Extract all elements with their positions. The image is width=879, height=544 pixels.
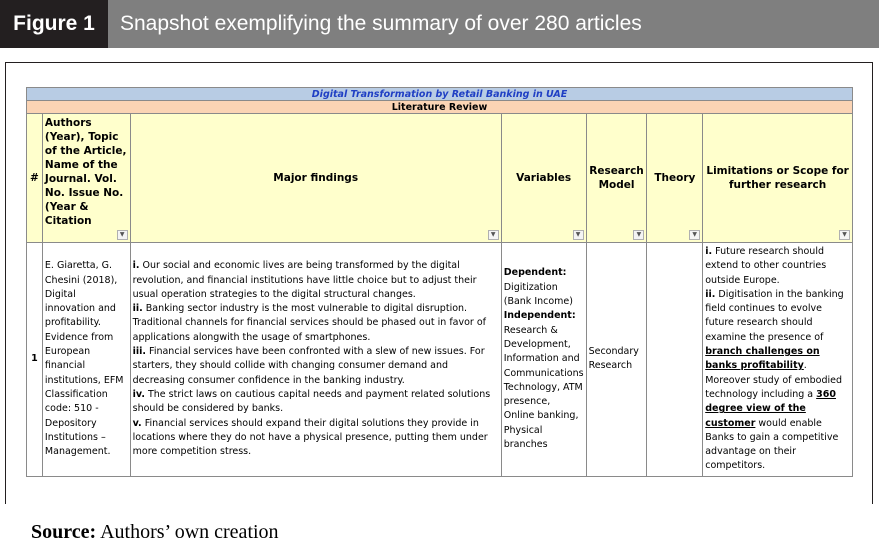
finding-text: The strict laws on cautious capital needs and payment related solutions should be considered by banks.	[132, 388, 491, 415]
header-model	[586, 114, 647, 243]
source-note	[31, 521, 279, 544]
limitation-emphasis: branch challenges on banks profitability	[705, 346, 820, 372]
finding-item	[133, 388, 499, 417]
table-title: Digital Transformation by Retail Banking in UAE	[27, 88, 853, 101]
table-row	[27, 243, 853, 477]
filter-dropdown-icon[interactable]: ▼	[573, 230, 584, 240]
figure-title: Snapshot exemplifying the summary of over 280 articles	[120, 12, 642, 35]
row-theory	[647, 243, 703, 477]
header-findings	[130, 114, 501, 243]
finding-marker: i.	[132, 260, 140, 272]
source-text: Authors’ own creation	[96, 521, 279, 543]
finding-marker: v.	[132, 417, 142, 429]
dependent-label: Dependent:	[503, 267, 567, 279]
independent-text: Research & Development, Information and Communications Technology, ATM presence, Online banking, Physical branches	[503, 324, 584, 450]
limitation-text: Moreover study of embodied technology including a	[705, 374, 843, 400]
limitation-marker: i.	[705, 246, 713, 257]
finding-marker: ii.	[132, 303, 143, 315]
finding-item	[133, 417, 499, 460]
table-subtitle-row	[27, 101, 853, 114]
row-variables	[501, 243, 586, 477]
filter-dropdown-icon[interactable]: ▼	[117, 230, 128, 240]
header-num	[27, 114, 43, 243]
row-authors: E. Giaretta, G. Chesini (2018), Digital innovation and profitability. Evidence from European financial institutions, EFM Classification code: 510 - Depository Institutions – Management.	[42, 243, 130, 477]
finding-marker: iii.	[132, 346, 147, 358]
filter-dropdown-icon[interactable]: ▼	[488, 230, 499, 240]
finding-text: Banking sector industry is the most vulnerable to digital disruption. Traditional channels for financial services should be phased out in favor of applications alongwith the usage of smartphones.	[132, 303, 487, 343]
header-variables	[501, 114, 586, 243]
header-theory-label: Theory	[654, 172, 696, 184]
finding-text: Financial services have been confronted with a slew of new issues. For starters, they should collide with changing consumer demand and decreasing consumer confidence in the banking industry.	[132, 346, 485, 386]
header-limitations-label: Limitations or Scope for further research	[706, 165, 849, 191]
finding-item	[133, 302, 499, 345]
figure-label: Figure 1	[0, 0, 108, 48]
independent-label: Independent:	[503, 310, 576, 322]
row-model: Secondary Research	[586, 243, 647, 477]
filter-dropdown-icon[interactable]: ▼	[689, 230, 700, 240]
finding-text: Financial services should expand their digital solutions they provide in locations where they do not have a physical presence, putting them under more competition stress.	[132, 417, 488, 458]
header-findings-label: Major findings	[273, 172, 359, 184]
limitation-end: would enable Banks to gain a competitive advantage on their competitors.	[705, 417, 839, 472]
table-subtitle: Literature Review	[27, 101, 853, 114]
finding-marker: iv.	[132, 388, 145, 400]
row-limitations	[703, 243, 853, 477]
header-model-label: Research Model	[589, 165, 644, 191]
header-authors	[42, 114, 130, 243]
limitation-end: .	[803, 360, 807, 372]
header-theory	[647, 114, 703, 243]
limitation-emphasis: 360 degree view of the customer	[705, 388, 836, 429]
table-title-row	[27, 88, 853, 101]
limitation-text: Digitisation in the banking field continues to evolve future research should examine the presence of	[705, 288, 844, 343]
header-authors-label: Authors (Year), Topic of the Article, Name of the Journal. Vol. No. Issue No. (Year & Citation	[44, 117, 127, 227]
header-variables-label: Variables	[516, 172, 572, 184]
filter-dropdown-icon[interactable]: ▼	[633, 230, 644, 240]
row-findings	[130, 243, 501, 477]
limitation-marker: ii.	[705, 288, 716, 300]
row-number: 1	[27, 243, 43, 477]
filter-dropdown-icon[interactable]: ▼	[839, 230, 850, 240]
finding-item	[133, 345, 499, 388]
figure-header	[0, 0, 879, 48]
source-label: Source:	[31, 521, 97, 543]
header-limitations	[703, 114, 853, 243]
finding-item	[133, 259, 499, 302]
finding-text: Our social and economic lives are being transformed by the digital revolution, and financial institutions have little choice but to adjust their usual operation strategies to the digital structural changes.	[132, 260, 477, 300]
header-num-label: #	[30, 172, 39, 184]
table-header-row	[27, 114, 853, 243]
dependent-text: Digitization (Bank Income)	[503, 281, 573, 308]
limitation-text: Future research should extend to other countries outside Europe.	[705, 246, 827, 286]
literature-table	[26, 87, 853, 477]
figure-frame	[5, 62, 873, 543]
